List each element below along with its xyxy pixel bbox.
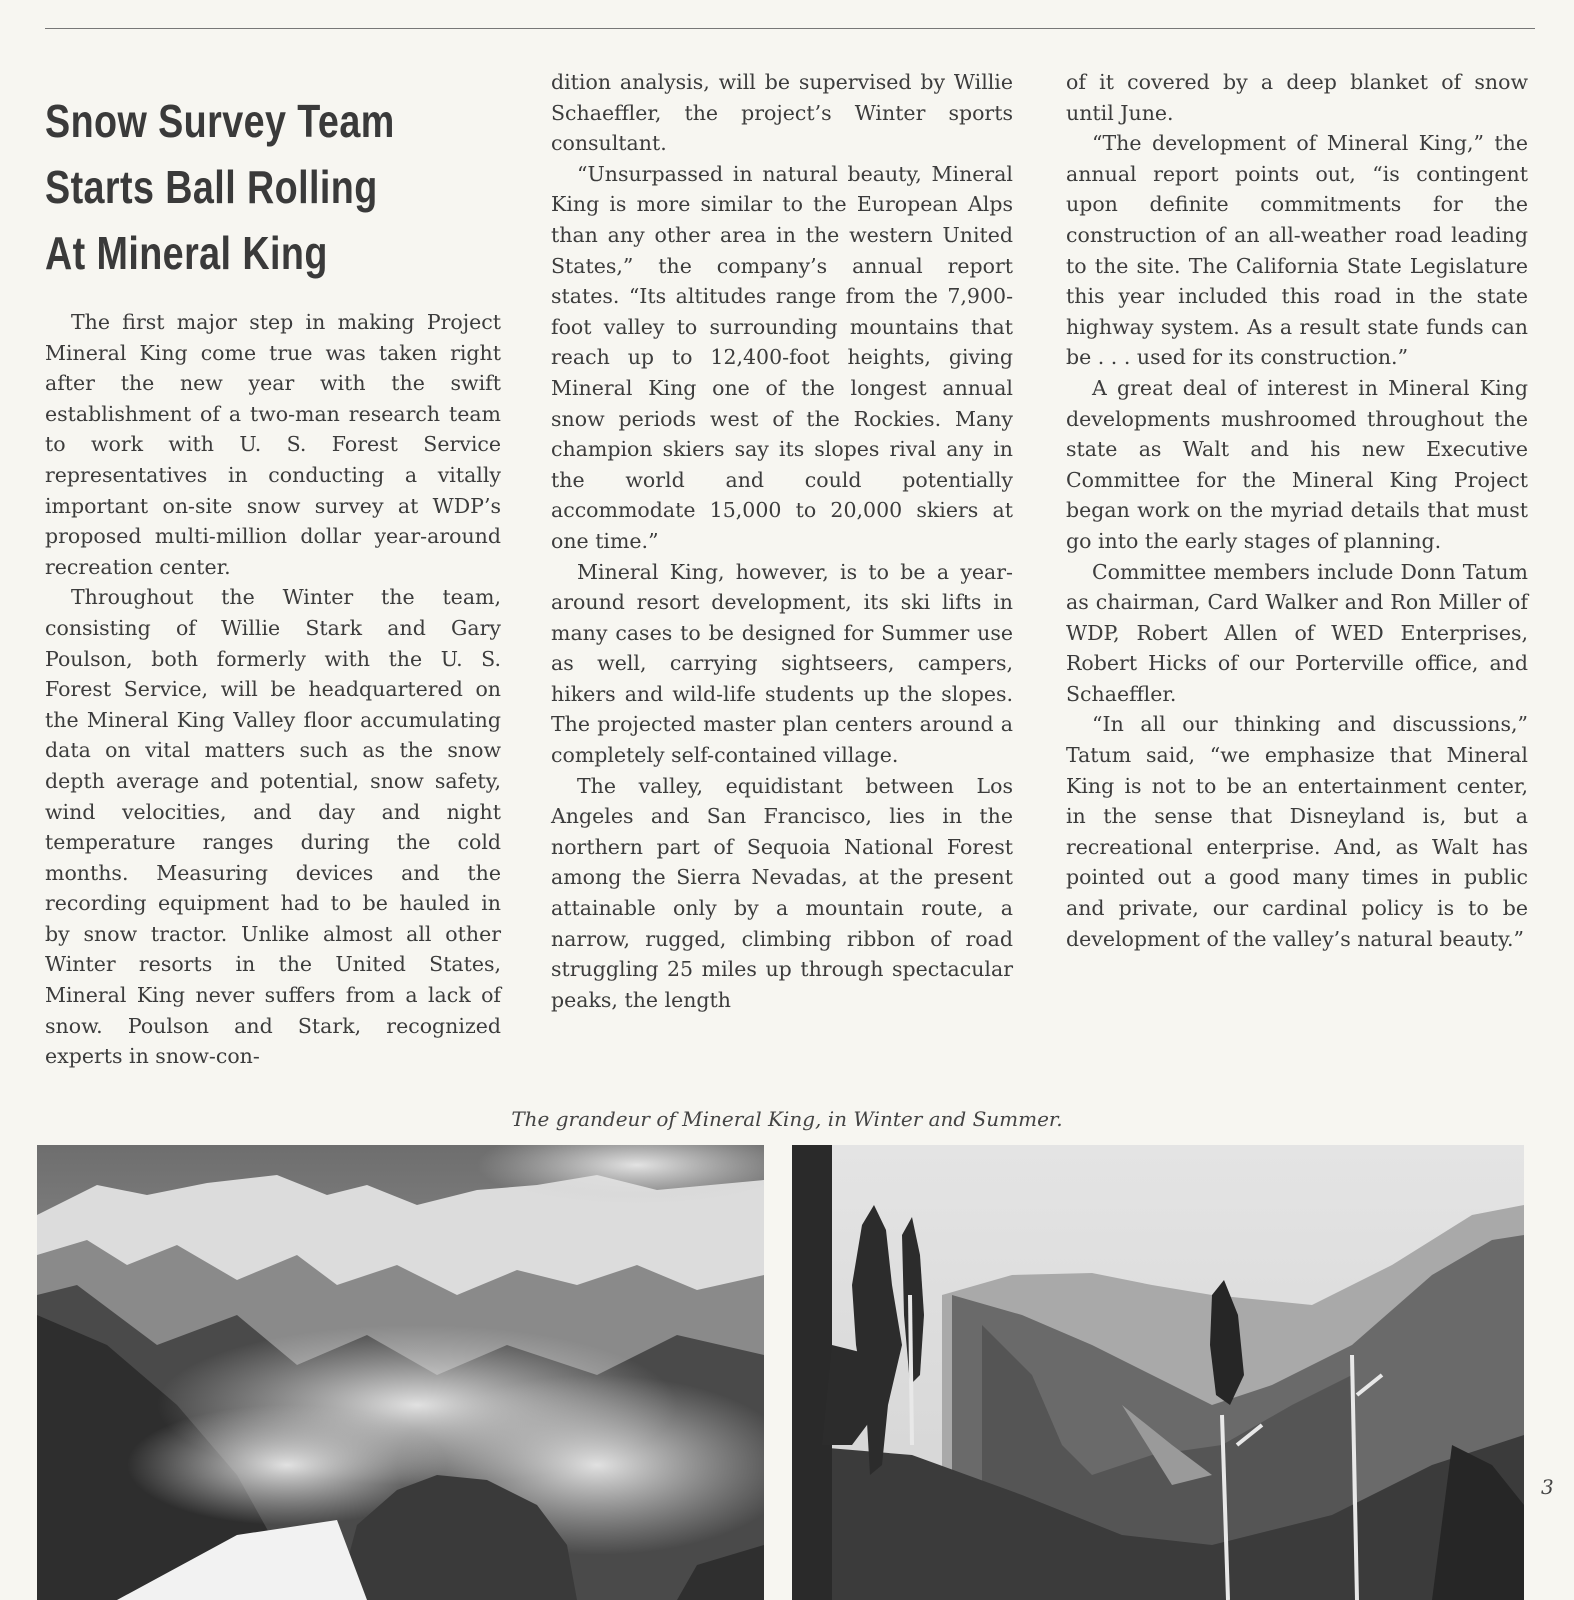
paragraph: “The development of Mineral King,” the annual report points out, “is contingent upon definite commitments for the construction of an all-weather road leading to the site. The California State Legislature this year included this road in the state highway system. As a result state funds can be . . . used for its construction.” [1066, 131, 1528, 370]
headline-line-1: Snow Survey Team [45, 95, 395, 147]
paragraph: Mineral King, however, is to be a year-around resort development, its ski lifts in many cases to be designed for Summer use as well, carrying sightseers, campers, hikers and wild-life students up the slopes. The projected master plan centers around a completely self-contained village. [551, 559, 1013, 768]
headline-line-2: Starts Ball Rolling [45, 161, 378, 213]
article-column-1 [45, 307, 501, 1072]
winter-mountain-photo [37, 1145, 764, 1600]
paragraph: The valley, equidistant between Los Angeles and San Francisco, lies in the northern part of Sequoia National Forest among the Sierra Nevadas, at the present attainable only by a mountain route, a narrow, rugged, climbing ribbon of road struggling 25 miles up through spectacular peaks, the length [551, 773, 1013, 1012]
article-column-2 [551, 67, 1013, 1015]
paragraph: dition analysis, will be supervised by Willie Schaeffler, the project’s Winter sports consultant. [551, 70, 1013, 156]
photo-caption: The grandeur of Mineral King, in Winter and Summer. [511, 1107, 1063, 1131]
paragraph: “Unsurpassed in natural beauty, Mineral King is more similar to the European Alps than any other area in the western United States,” the company’s annual report states. “Its altitudes range from the 7,900-foot valley to surrounding mountains that reach up to 12,400-foot heights, giving Mineral King one of the longest annual snow periods west of the Rockies. Many champion skiers say its slopes rival any in the world and could potentially accommodate 15,000 to 20,000 skiers at one time.” [551, 161, 1013, 553]
top-rule [45, 28, 1535, 29]
article-column-3 [1066, 67, 1528, 954]
paragraph: A great deal of interest in Mineral King developments mushroomed throughout the state as Walt and his new Executive Committee for the Mineral King Project began work on the myriad details that must go into the early stages of planning. [1066, 375, 1528, 553]
paragraph: Throughout the Winter the team, consisting of Willie Stark and Gary Poulson, both formerly with the U. S. Forest Service, will be headquartered on the Mineral King Valley floor accumulating data on vital matters such as the snow depth average and potential, snow safety, wind velocities, and day and night temperature ranges during the cold months. Measuring devices and the recording equipment had to be hauled in by snow tractor. Unlike almost all other Winter resorts in the United States, Mineral King never suffers from a lack of snow. Poulson and Stark, recognized experts in snow-con- [45, 585, 501, 1069]
paragraph: of it covered by a deep blanket of snow until June. [1066, 70, 1528, 125]
headline-line-3: At Mineral King [45, 227, 328, 279]
paragraph: “In all our thinking and discussions,” Tatum said, “we emphasize that Mineral King is not to be an entertainment center, in the sense that Disneyland is, but a recreational enterprise. And, as Walt has pointed out a good many times in public and private, our cardinal policy is to be development of the valley’s natural beauty.” [1066, 712, 1528, 951]
article-headline [45, 88, 395, 286]
summer-valley-photo [792, 1145, 1524, 1600]
paragraph: The first major step in making Project Mineral King come true was taken right after the new year with the swift establishment of a two-man research team to work with U. S. Forest Service representatives in conducting a vitally important on-site snow survey at WDP’s proposed multi-million dollar year-around recreation center. [45, 310, 501, 579]
page-number: 3 [1541, 1475, 1554, 1499]
paragraph: Committee members include Donn Tatum as chairman, Card Walker and Ron Miller of WDP, Robert Allen of WED Enterprises, Robert Hicks of our Porterville office, and Schaeffler. [1066, 559, 1528, 706]
